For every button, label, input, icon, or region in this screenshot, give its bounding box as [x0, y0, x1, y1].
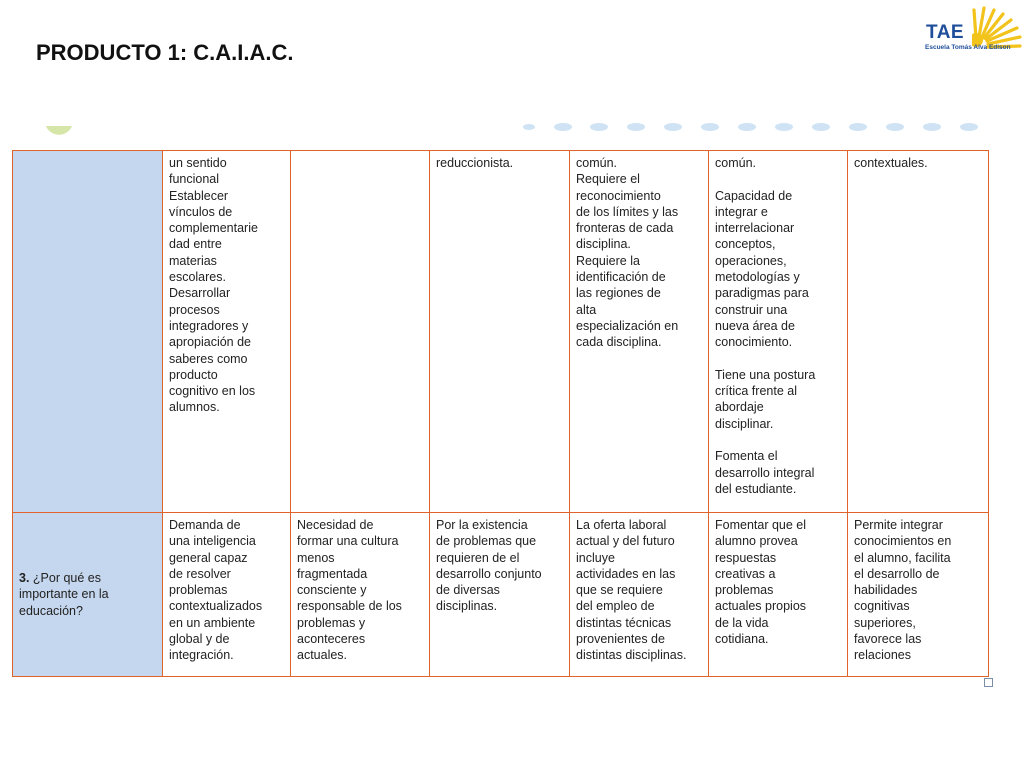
logo-text: TAE [926, 22, 965, 43]
table-cell: Por la existencia de problemas que requieren de el desarrollo conjunto de diversas disciplinas. [430, 513, 570, 677]
table-cell: reduccionista. [430, 151, 570, 513]
table-cell: Fomentar que el alumno provea respuestas creativas a problemas actuales propios de la vida cotidiana. [709, 513, 848, 677]
question-number: 3. [19, 571, 30, 586]
table-row [13, 151, 989, 513]
table-cell: común. Capacidad de integrar e interrelacionar conceptos, operaciones, metodologías y paradigmas para construir una nueva área de conocimiento. Tiene una postura crítica frente al abordaje disciplinar. Fomenta el desarrollo integral del estudiante. [709, 151, 848, 513]
caiac-table [12, 150, 989, 677]
table-cell: Necesidad de formar una cultura menos fragmentada consciente y responsable de los problemas y acontecеres actuales. [291, 513, 430, 677]
table-cell: un sentido funcional Establecer vínculos de complementarie dad entre materias escolares. Desarrollar procesos integradores y apropiación de saberes como producto cognitivo en los alumnos. [163, 151, 291, 513]
table-cell: contextuales. [848, 151, 989, 513]
table-cell: Permite integrar conocimientos en el alumno, facilita el desarrollo de habilidades cognitivas superiores, favorece las relaciones [848, 513, 989, 677]
table-cell: Demanda de una inteligencia general capaz de resolver problemas contextualizados en un ambiente global y de integración. [163, 513, 291, 677]
table-row [13, 513, 989, 677]
row-header [13, 151, 163, 513]
table-cell: común. Requiere el reconocimiento de los límites y las fronteras de cada disciplina. Requiere la identificación de las regiones de alta especialización en cada disciplina. [570, 151, 709, 513]
table-cell [291, 151, 430, 513]
page-title: PRODUCTO 1: C.A.I.A.C. [36, 40, 294, 65]
table-cell: La oferta laboral actual y del futuro incluye actividades en las que se requiere del empleo de distintas técnicas provenientes de distintas disciplinas. [570, 513, 709, 677]
logo-subtitle: Escuela Tomás Alva Edison [925, 44, 1011, 51]
row-header [13, 513, 163, 677]
decorative-dots [0, 0, 1024, 140]
question-text: ¿Por qué es importante en la educación? [19, 571, 109, 618]
resize-handle[interactable] [984, 678, 993, 687]
